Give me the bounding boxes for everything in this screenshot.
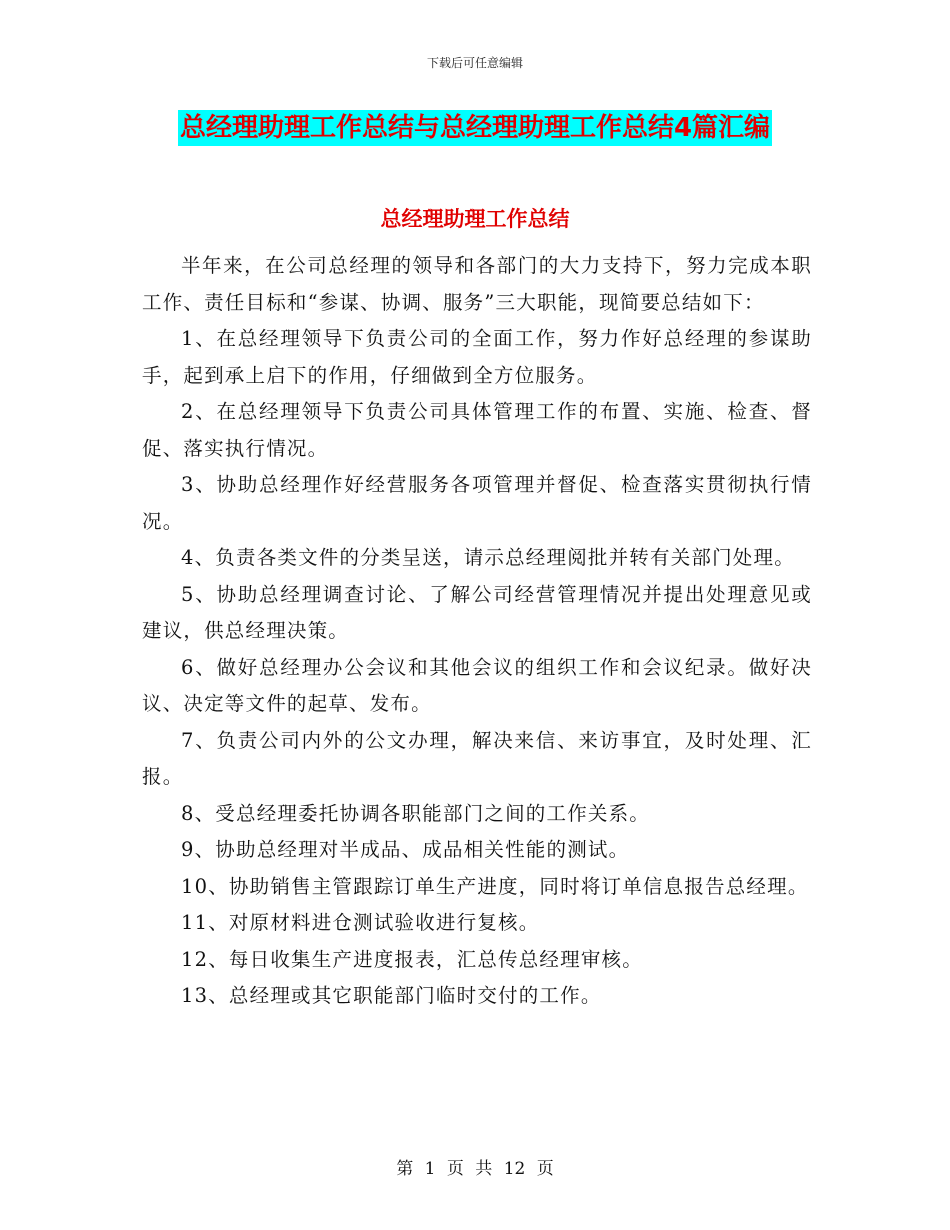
- page-number-footer: 第 1 页 共 12 页: [396, 1159, 554, 1179]
- list-item-1: 1、在总经理领导下负责公司的全面工作，努力作好总经理的参谋助手，起到承上启下的作用，仔细做到全方位服务。: [142, 327, 812, 387]
- list-item-7: 7、负责公司内外的公文办理，解决来信、来访事宜，及时处理、汇报。: [142, 728, 812, 788]
- list-item-6: 6、做好总经理办公会议和其他会议的组织工作和会议纪录。做好决议、决定等文件的起草、发布。: [142, 655, 812, 715]
- document-title-container: [0, 110, 950, 146]
- list-item-5: 5、协助总经理调查讨论、了解公司经营管理情况并提出处理意见或建议，供总经理决策。: [142, 582, 812, 642]
- list-item-11: 11、对原材料进仓测试验收进行复核。: [181, 911, 540, 934]
- list-item-13: 13、总经理或其它职能部门临时交付的工作。: [181, 984, 602, 1007]
- list-item-4: 4、负责各类文件的分类呈送，请示总经理阅批并转有关部门处理。: [181, 546, 795, 569]
- intro-paragraph: 半年来，在公司总经理的领导和各部门的大力支持下，努力完成本职工作、责任目标和“参谋、协调、服务”三大职能，现简要总结如下：: [142, 254, 812, 314]
- document-body: [142, 248, 812, 1015]
- list-item-2: 2、在总经理领导下负责公司具体管理工作的布置、实施、检查、督促、落实执行情况。: [142, 400, 812, 460]
- section-title: 总经理助理工作总结: [380, 207, 570, 231]
- list-item-12: 12、每日收集生产进度报表，汇总传总经理审核。: [181, 947, 643, 971]
- list-item-8: 8、受总经理委托协调各职能部门之间的工作关系。: [181, 801, 651, 825]
- list-item-3: 3、协助总经理作好经营服务各项管理并督促、检查落实贯彻执行情况。: [142, 473, 812, 533]
- list-item-9: 9、协助总经理对半成品、成品相关性能的测试。: [181, 838, 630, 861]
- document-title: 总经理助理工作总结与总经理助理工作总结4篇汇编: [178, 110, 772, 146]
- list-item-10: 10、协助销售主管跟踪订单生产进度，同时将订单信息报告总经理。: [181, 874, 809, 898]
- page-header-note: 下载后可任意编辑: [426, 56, 523, 70]
